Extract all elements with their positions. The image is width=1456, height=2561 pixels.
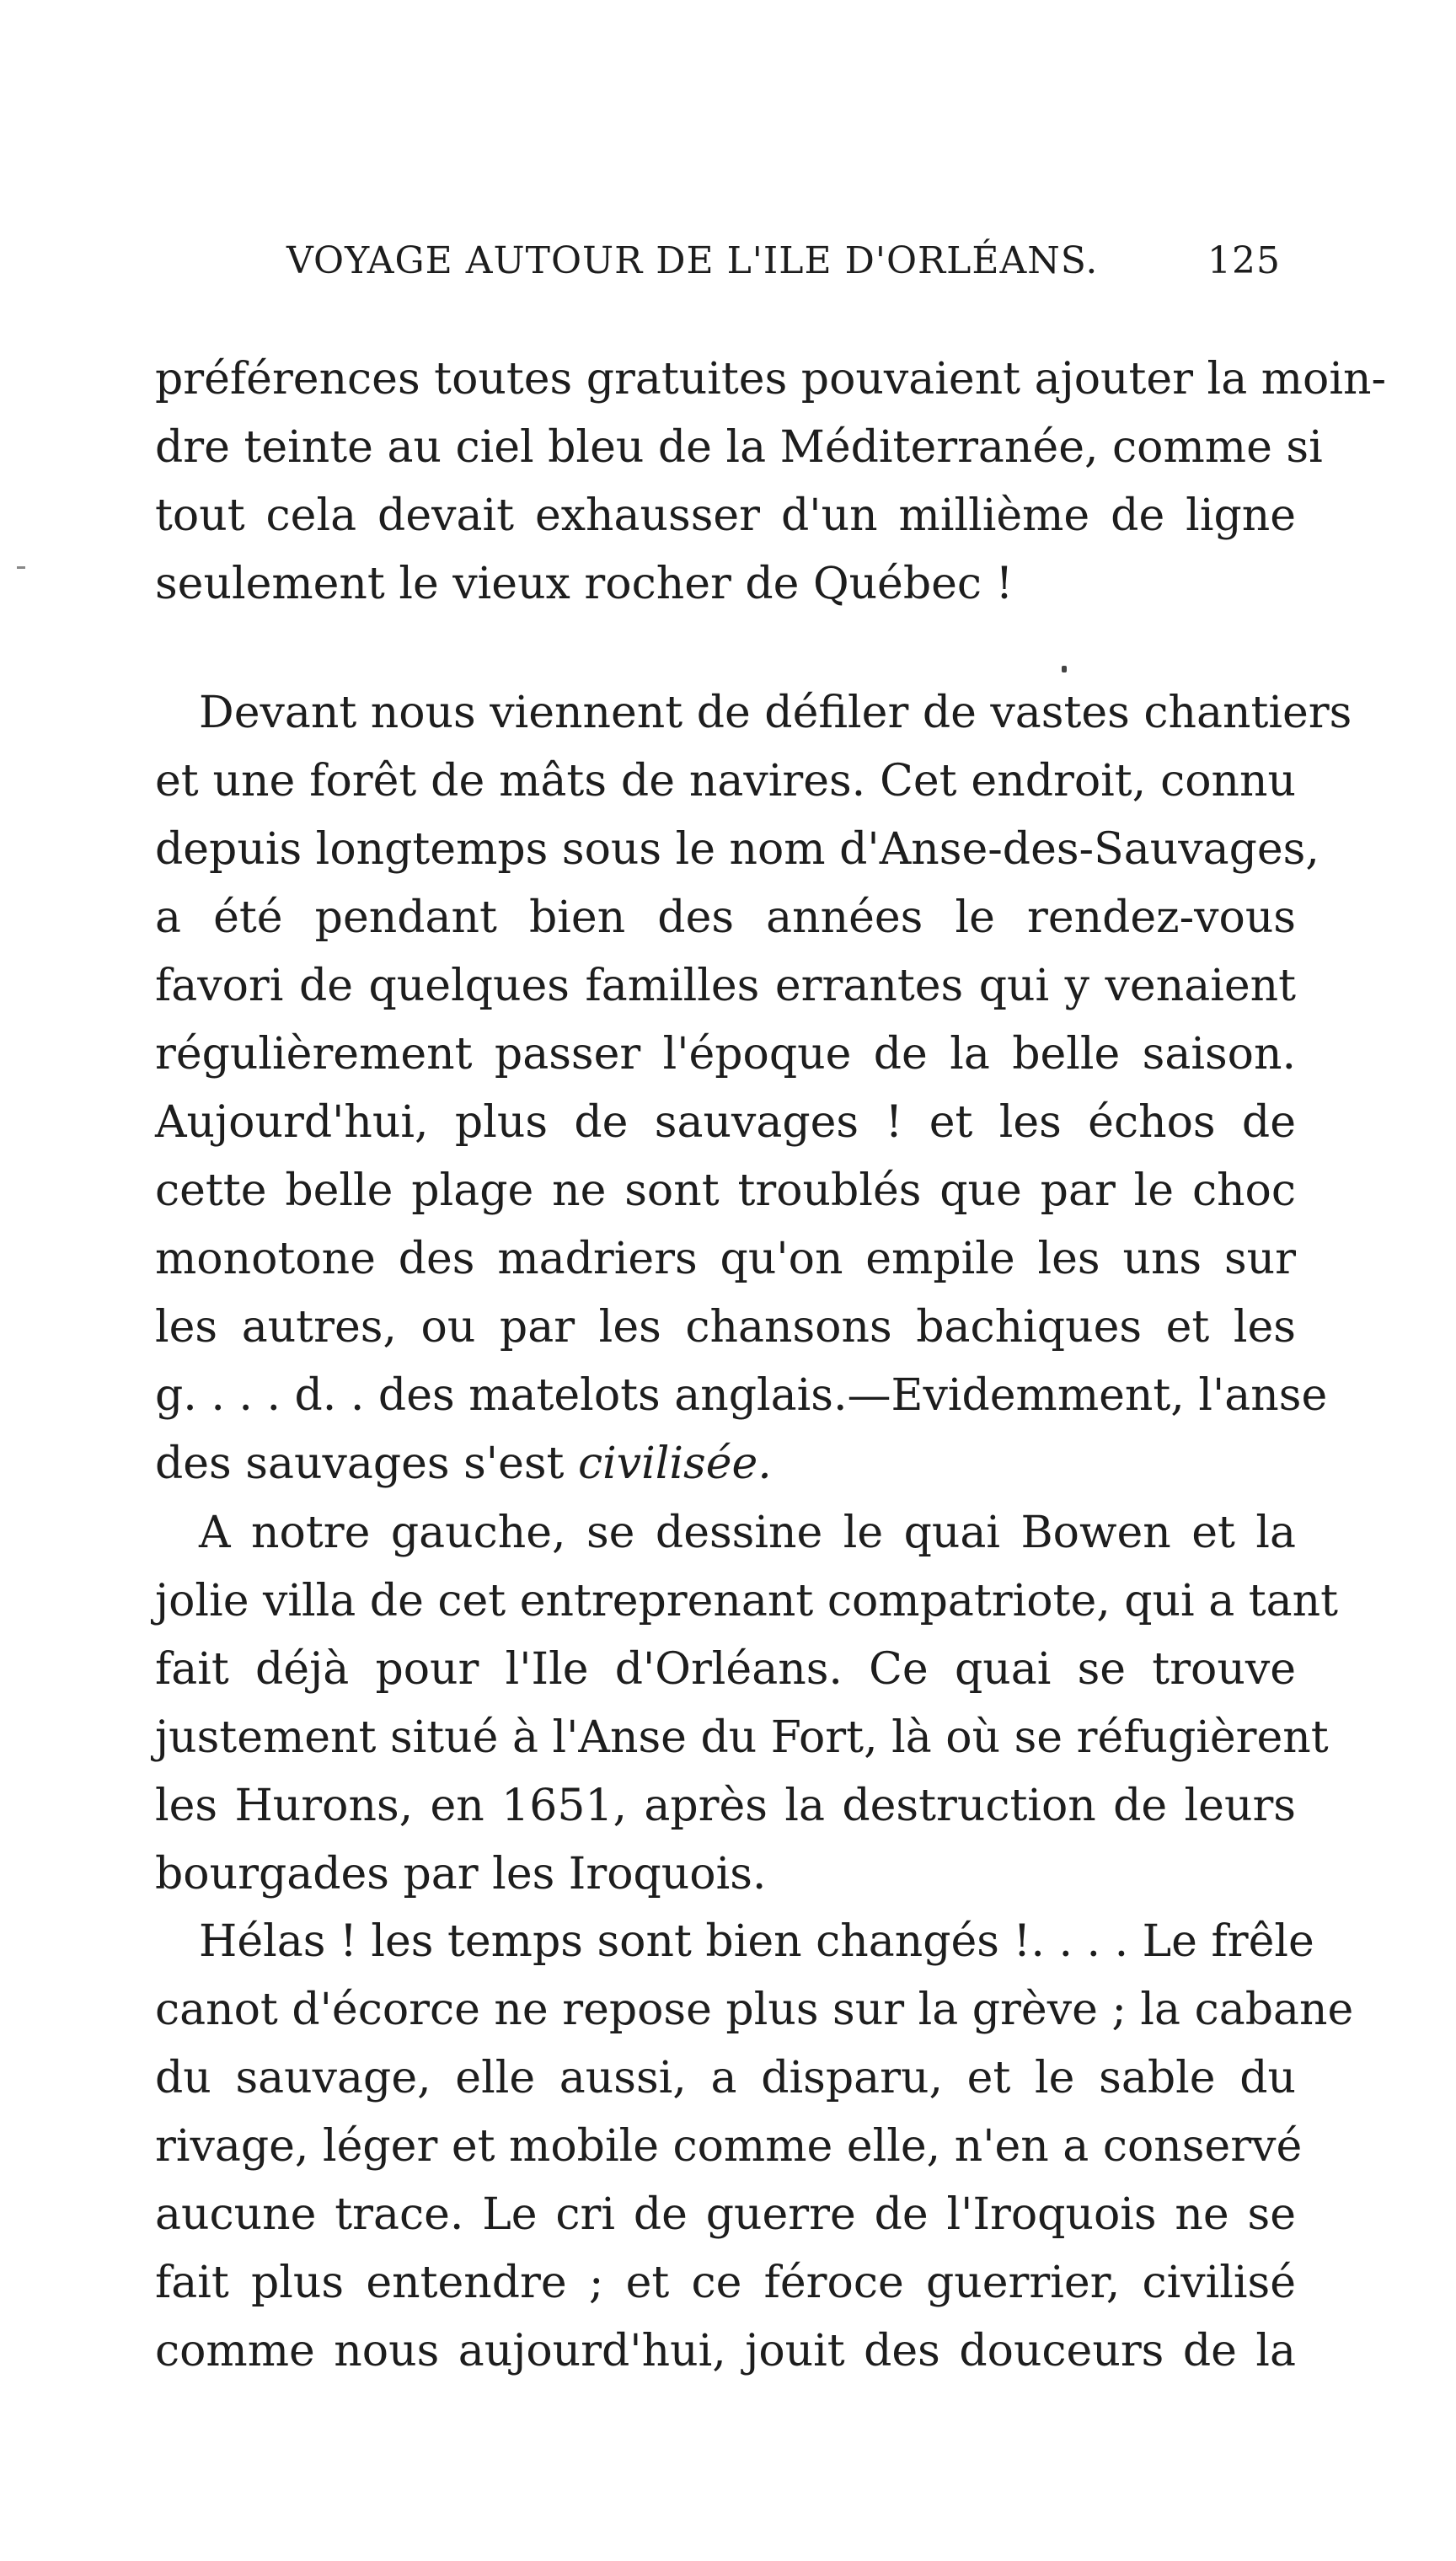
text-line: comme nous aujourd'hui, jouit des douceurs de la <box>155 2326 1296 2376</box>
text-line: cette belle plage ne sont troublés que par le choc <box>155 1165 1296 1216</box>
text-line: les autres, ou par les chansons bachiques et les <box>155 1302 1296 1353</box>
text-line: depuis longtemps sous le nom d'Anse-des-Sauvages, <box>155 824 1320 875</box>
paragraph-1 <box>155 346 1387 619</box>
paragraph-3 <box>155 1499 1339 1909</box>
text-line: Aujourd'hui, plus de sauvages ! et les échos de <box>155 1097 1296 1148</box>
text-line: tout cela devait exhausser d'un millième de ligne <box>155 490 1296 541</box>
text-line: jolie villa de cet entreprenant compatriote, qui a tant <box>155 1576 1339 1626</box>
text-line: et une forêt de mâts de navires. Cet endroit, connu <box>155 756 1296 806</box>
text-line: monotone des madriers qu'on empile les uns sur <box>155 1234 1296 1284</box>
text-line: fait déjà pour l'Ile d'Orléans. Ce quai se trouve <box>155 1644 1296 1695</box>
text-line: g. . . . d. . des matelots anglais.—Evidemment, l'anse <box>155 1370 1328 1421</box>
text-line: fait plus entendre ; et ce féroce guerrier, civilisé <box>155 2258 1296 2308</box>
paragraph-4 <box>155 1908 1354 2386</box>
text-line-last <box>155 1430 1296 1498</box>
paragraph-2 <box>155 679 1352 1498</box>
text-line: Hélas ! les temps sont bien changés !. . . . Le frêle <box>199 1916 1314 1967</box>
text-line: du sauvage, elle aussi, a disparu, et le sable du <box>155 2053 1296 2103</box>
text-line: justement situé à l'Anse du Fort, là où se réfugièrent <box>155 1712 1329 1763</box>
running-head <box>286 239 1281 298</box>
text-line: dre teinte au ciel bleu de la Méditerranée, comme si <box>155 422 1323 473</box>
text-line: les Hurons, en 1651, après la destruction de leurs <box>155 1781 1296 1831</box>
text-line: a été pendant bien des années le rendez-vous <box>155 892 1296 943</box>
text-line: aucune trace. Le cri de guerre de l'Iroquois ne se <box>155 2189 1296 2240</box>
text-line: régulièrement passer l'époque de la belle saison. <box>155 1029 1296 1080</box>
text-line: bourgades par les Iroquois. <box>155 1849 767 1899</box>
italic-word: civilisée. <box>577 1439 772 1489</box>
text-line: favori de quelques familles errantes qui y venaient <box>155 961 1296 1011</box>
text-line: préférences toutes gratuites pouvaient ajouter la moin- <box>155 354 1387 405</box>
text-line: A notre gauche, se dessine le quai Bowen et la <box>199 1508 1296 1558</box>
text-line: seulement le vieux rocher de Québec ! <box>155 559 1014 609</box>
running-title: VOYAGE AUTOUR DE L'ILE D'ORLÉANS. <box>286 239 1099 282</box>
page-number: 125 <box>1207 239 1281 282</box>
print-speck <box>1062 666 1067 672</box>
line-text: des sauvages s'est <box>155 1439 578 1489</box>
margin-mark <box>17 566 25 569</box>
text-line: Devant nous viennent de défiler de vastes chantiers <box>199 688 1352 738</box>
text-line: canot d'écorce ne repose plus sur la grève ; la cabane <box>155 1985 1354 2035</box>
text-line: rivage, léger et mobile comme elle, n'en a conservé <box>155 2121 1303 2172</box>
